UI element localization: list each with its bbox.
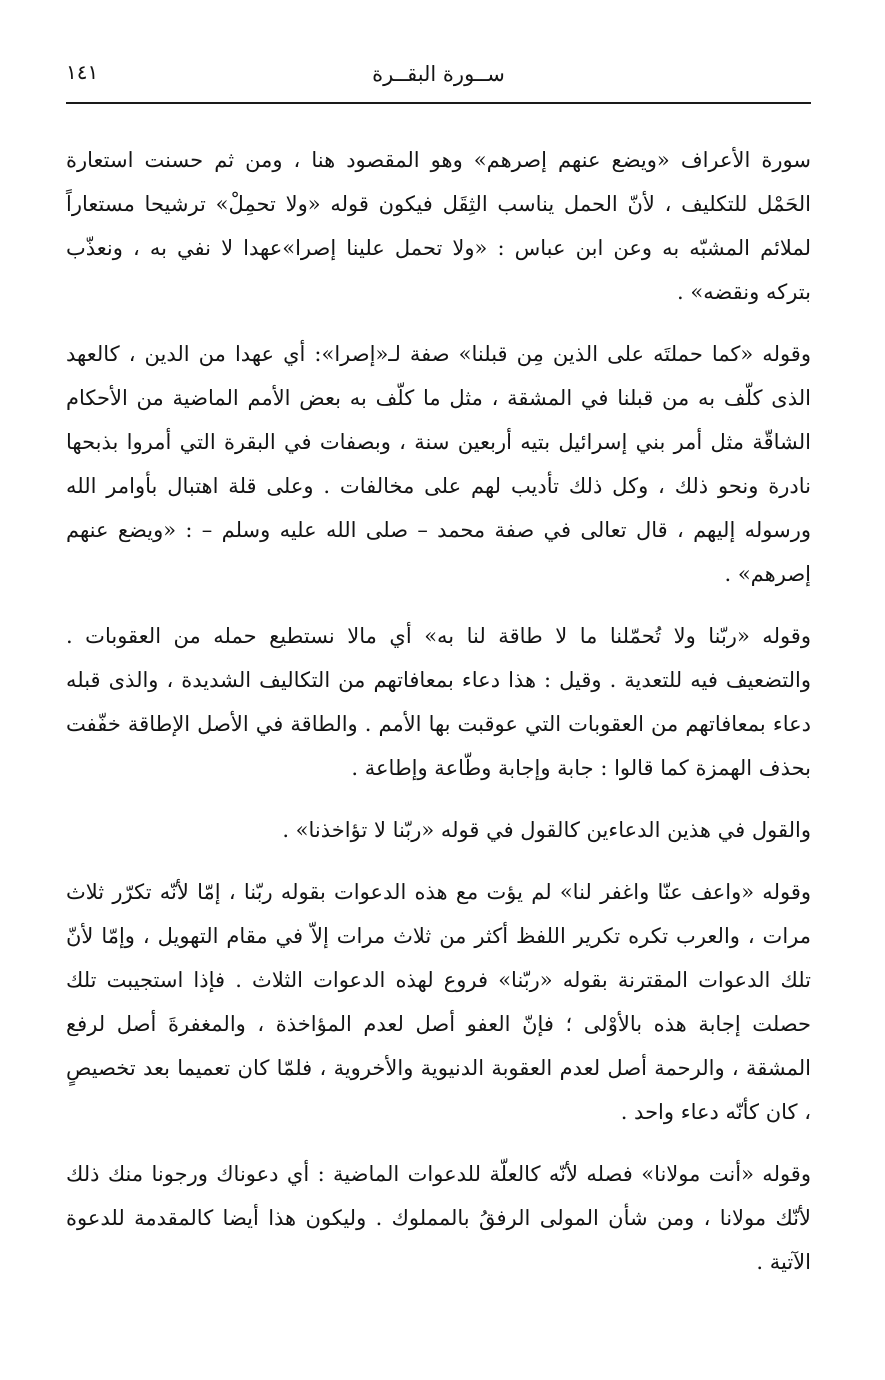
paragraph-3: وقوله «ربّنا ولا تُحمّلنا ما لا طاقة لنا به» أي مالا نستطيع حمله من العقوبات . والتضعيف فيه للتعدية . وقيل : هذا دعاء بمعافاتهم من التكاليف الشديدة ، والذى قبله دعاء بمعافاتهم من العقوبات التي عوقبت بها الأمم . والطاقة في الأصل الإطاقة خفّفت بحذف الهمزة كما قالوا : جابة وإجابة وطّاعة وإطاعة . [66,624,811,780]
paragraph-1: سورة الأعراف «ويضع عنهم إصرهم» وهو المقصود هنا ، ومن ثم حسنت استعارة الحَمْل للتكليف ، لأنّ الحمل يناسب الثِقَل فيكون قوله «ولا تحمِلْ» ترشيحا مستعاراً لملائم المشبّه به وعن ابن عباس : «ولا تحمل علينا إصرا»عهدا لا نفي به ، ونعذّب بتركه ونقضه» . [66,148,811,304]
page-header [66,58,811,98]
body-text [66,138,811,1302]
paragraph-2: وقوله «كما حملتَه على الذين مِن قبلنا» صفة لـ«إصرا»: أي عهدا من الدين ، كالعهد الذى كلّف به من قبلنا في المشقة ، مثل ما كلّف به بعض الأمم الماضية من الأحكام الشاقّة مثل أمر بني إسرائيل بتيه أربعين سنة ، وبصفات في البقرة التي أمروا بذبحها نادرة ونحو ذلك ، وكل ذلك تأديب لهم على مخالفات . وعلى قلة اهتبال بأوامر الله ورسوله إليهم ، قال تعالى في صفة محمد – صلى الله عليه وسلم – : «ويضع عنهم إصرهم» . [66,342,811,586]
header-rule [66,102,811,104]
paragraph-5: وقوله «واعف عنّا واغفر لنا» لم يؤت مع هذه الدعوات بقوله ربّنا ، إمّا لأنّه تكرّر ثلاث مرات ، والعرب تكره تكرير اللفظ أكثر من ثلاث مرات إلاّ في مقام التهويل ، وإمّا لأنّ تلك الدعوات المقترنة بقوله «ربّنا» فروع لهذه الدعوات الثلاث . فإذا استجيبت تلك حصلت إجابة هذه بالأوْلى ؛ فإنّ العفو أصل لعدم المؤاخذة ، والمغفرةَ أصل لرفع المشقة ، والرحمة أصل لعدم العقوبة الدنيوية والأخروية ، فلمّا كان تعميما بعد تخصيصٍ ، كان كأنّه دعاء واحد . [66,880,811,1124]
paragraph-4: والقول في هذين الدعاءين كالقول في قوله «ربّنا لا تؤاخذنا» . [282,818,811,842]
page-number: ١٤١ [66,60,99,84]
running-head-surah-title: ســورة البقــرة [372,62,505,86]
paragraph-6: وقوله «أنت مولانا» فصله لأنّه كالعلّة للدعوات الماضية : أي دعوناك ورجونا منك ذلك لأنّك مولانا ، ومن شأن المولى الرفقُ بالمملوك . وليكون هذا أيضا كالمقدمة للدعوة الآتية . [66,1162,811,1274]
